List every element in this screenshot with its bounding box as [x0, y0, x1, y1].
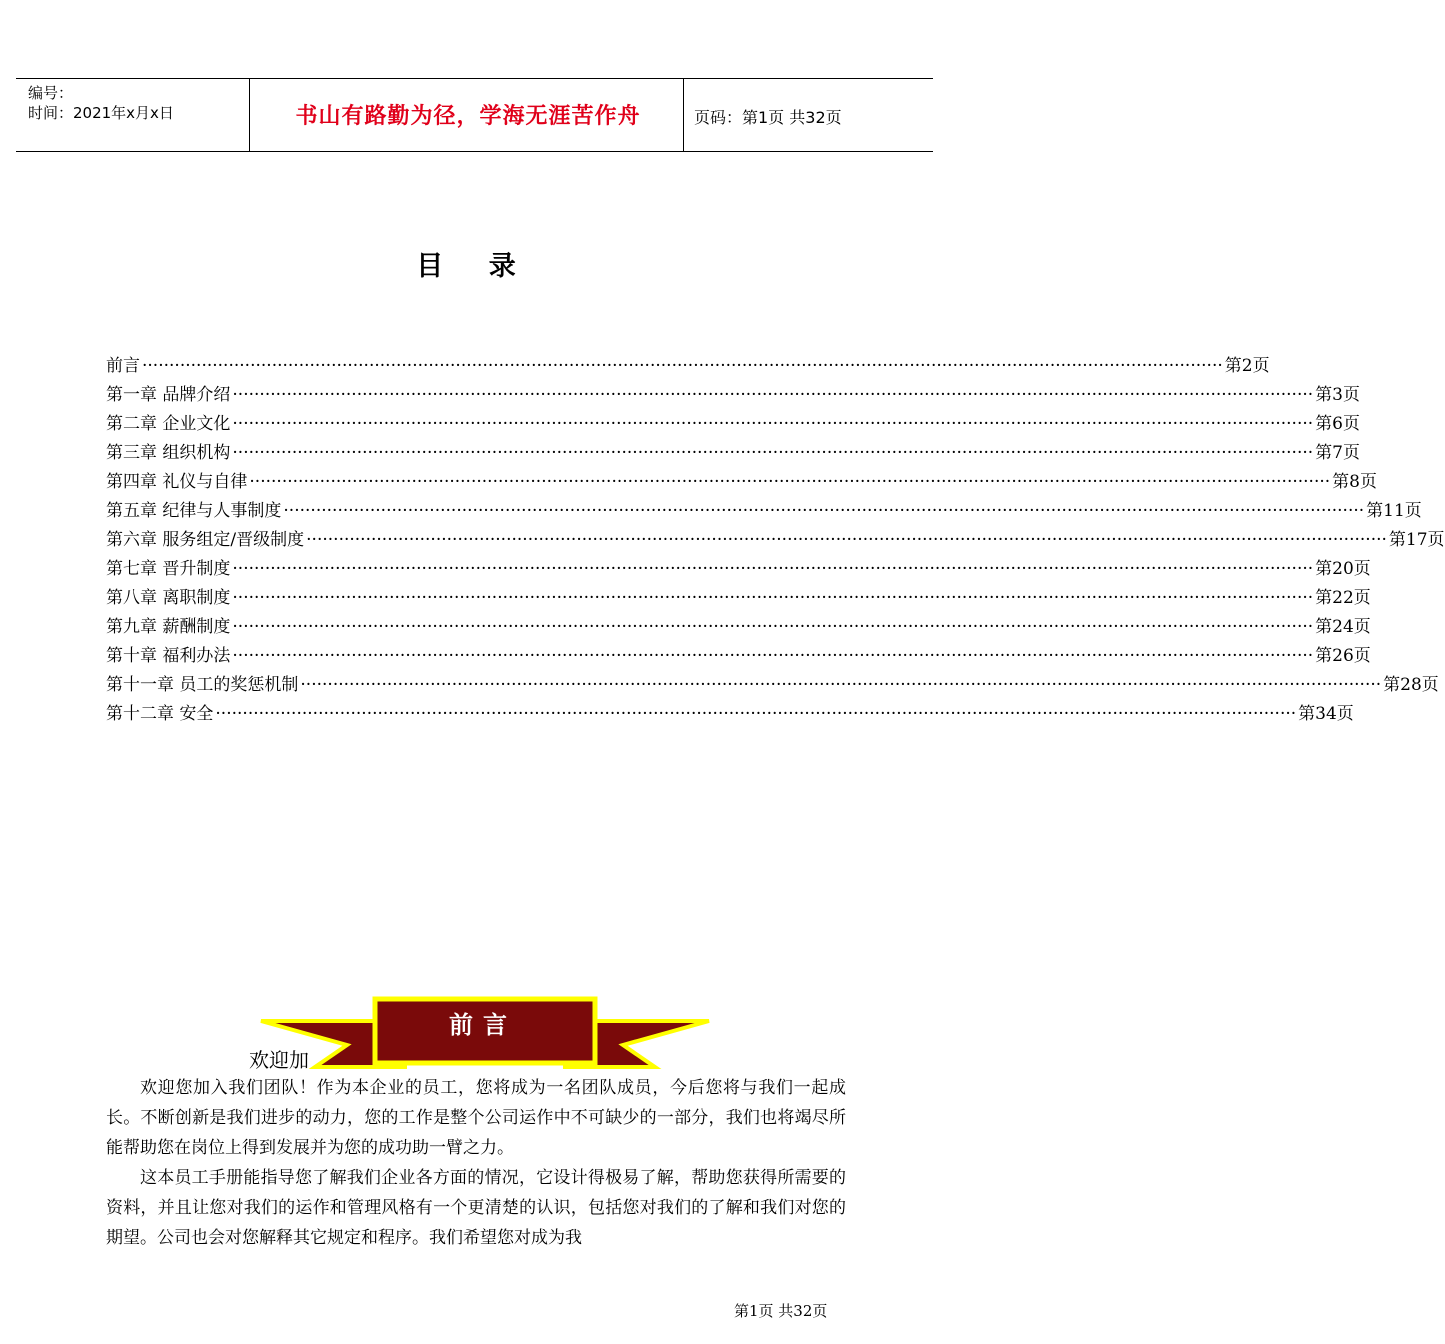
toc-entry-page: 第2页 — [1224, 356, 1270, 376]
toc-entry-page: 第20页 — [1315, 559, 1371, 579]
toc-leader-dots: ········································································································································································································ — [142, 356, 1223, 376]
toc-leader-dots: ········································································································································································································ — [283, 501, 1365, 521]
paragraph: 欢迎您加入我们团队！作为本企业的员工，您将成为一名团队成员，今后您将与我们一起成长。不断创新是我们进步的动力，您的工作是整个公司运作中不可缺少的一部分，我们也将竭尽所能帮助您在岗位上得到发展并为您的成功助一臂之力。 — [106, 1078, 846, 1158]
toc-entry-label: 第七章 晋升制度 — [106, 559, 231, 579]
toc-leader-dots: ········································································································································································································ — [300, 675, 1382, 695]
toc-entry-page: 第26页 — [1315, 646, 1371, 666]
toc-entry — [106, 526, 1445, 555]
toc-entry-label: 第六章 服务组定/晋级制度 — [106, 530, 305, 550]
header-divider — [249, 79, 250, 151]
toc-entry-page: 第8页 — [1332, 472, 1377, 492]
toc-entry — [106, 381, 1360, 410]
toc-leader-dots: ········································································································································································································ — [232, 559, 1314, 579]
toc-leader-dots: ········································································································································································································ — [232, 443, 1314, 463]
toc-entry — [106, 584, 1371, 613]
toc-leader-dots: ········································································································································································································ — [249, 472, 1331, 492]
toc-entry-label: 前言 — [106, 356, 140, 376]
toc-leader-dots: ········································································································································································································ — [232, 414, 1314, 434]
toc-entry-page: 第28页 — [1383, 675, 1439, 695]
time-label: 时间：2021年x月x日 — [28, 104, 174, 122]
toc-entry — [106, 352, 1270, 381]
toc-leader-dots: ········································································································································································································ — [306, 530, 1387, 550]
toc-entry-label: 第三章 组织机构 — [106, 443, 231, 463]
header-page-info: 页码：第1页 共32页 — [694, 108, 842, 127]
page-footer: 第1页 共32页 — [734, 1302, 828, 1320]
welcome-heading: 欢迎加 — [249, 1048, 309, 1072]
toc-entry-label: 第二章 企业文化 — [106, 414, 231, 434]
toc-entry — [106, 700, 1354, 729]
banner-title: 前言 — [449, 1011, 517, 1039]
toc-entry-page: 第6页 — [1315, 414, 1360, 434]
header-meta — [28, 83, 174, 123]
toc-leader-dots: ········································································································································································································ — [232, 617, 1314, 637]
toc-entry-page: 第22页 — [1315, 588, 1371, 608]
toc-entry-label: 第一章 品牌介绍 — [106, 385, 231, 405]
toc-leader-dots: ········································································································································································································ — [232, 588, 1314, 608]
toc-entry-page: 第7页 — [1315, 443, 1360, 463]
toc-entry-label: 第十一章 员工的奖惩机制 — [106, 675, 299, 695]
toc-entry — [106, 642, 1371, 671]
toc-entry-label: 第十章 福利办法 — [106, 646, 231, 666]
toc-entry-label: 第五章 纪律与人事制度 — [106, 501, 282, 521]
paragraph: 这本员工手册能指导您了解我们企业各方面的情况，它设计得极易了解，帮助您获得所需要的资料，并且让您对我们的运作和管理风格有一个更清楚的认识，包括您对我们的了解和我们对您的期望。公司也会对您解释其它规定和程序。我们希望您对成为我 — [106, 1168, 846, 1248]
toc-entry-page: 第11页 — [1366, 501, 1422, 521]
toc-leader-dots: ········································································································································································································ — [215, 704, 1297, 724]
toc-entry — [106, 497, 1422, 526]
toc-title: 目 录 — [416, 251, 534, 282]
table-of-contents — [106, 352, 1445, 729]
toc-entry-label: 第八章 离职制度 — [106, 588, 231, 608]
toc-leader-dots: ········································································································································································································ — [232, 646, 1314, 666]
serial-label: 编号： — [28, 84, 74, 102]
toc-entry-page: 第34页 — [1298, 704, 1354, 724]
toc-entry-label: 第九章 薪酬制度 — [106, 617, 231, 637]
toc-entry — [106, 410, 1360, 439]
toc-entry-page: 第17页 — [1388, 530, 1445, 550]
page-header — [16, 78, 933, 152]
toc-entry — [106, 468, 1377, 497]
toc-leader-dots: ········································································································································································································ — [232, 385, 1314, 405]
header-divider — [683, 79, 684, 151]
header-motto: 书山有路勤为径，学海无涯苦作舟 — [295, 104, 641, 129]
toc-entry-page: 第3页 — [1315, 385, 1360, 405]
toc-entry — [106, 555, 1371, 584]
toc-entry-page: 第24页 — [1315, 617, 1371, 637]
body-text — [106, 1073, 846, 1253]
toc-entry — [106, 613, 1371, 642]
toc-entry — [106, 671, 1439, 700]
toc-entry-label: 第四章 礼仪与自律 — [106, 472, 248, 492]
toc-entry — [106, 439, 1360, 468]
toc-entry-label: 第十二章 安全 — [106, 704, 214, 724]
